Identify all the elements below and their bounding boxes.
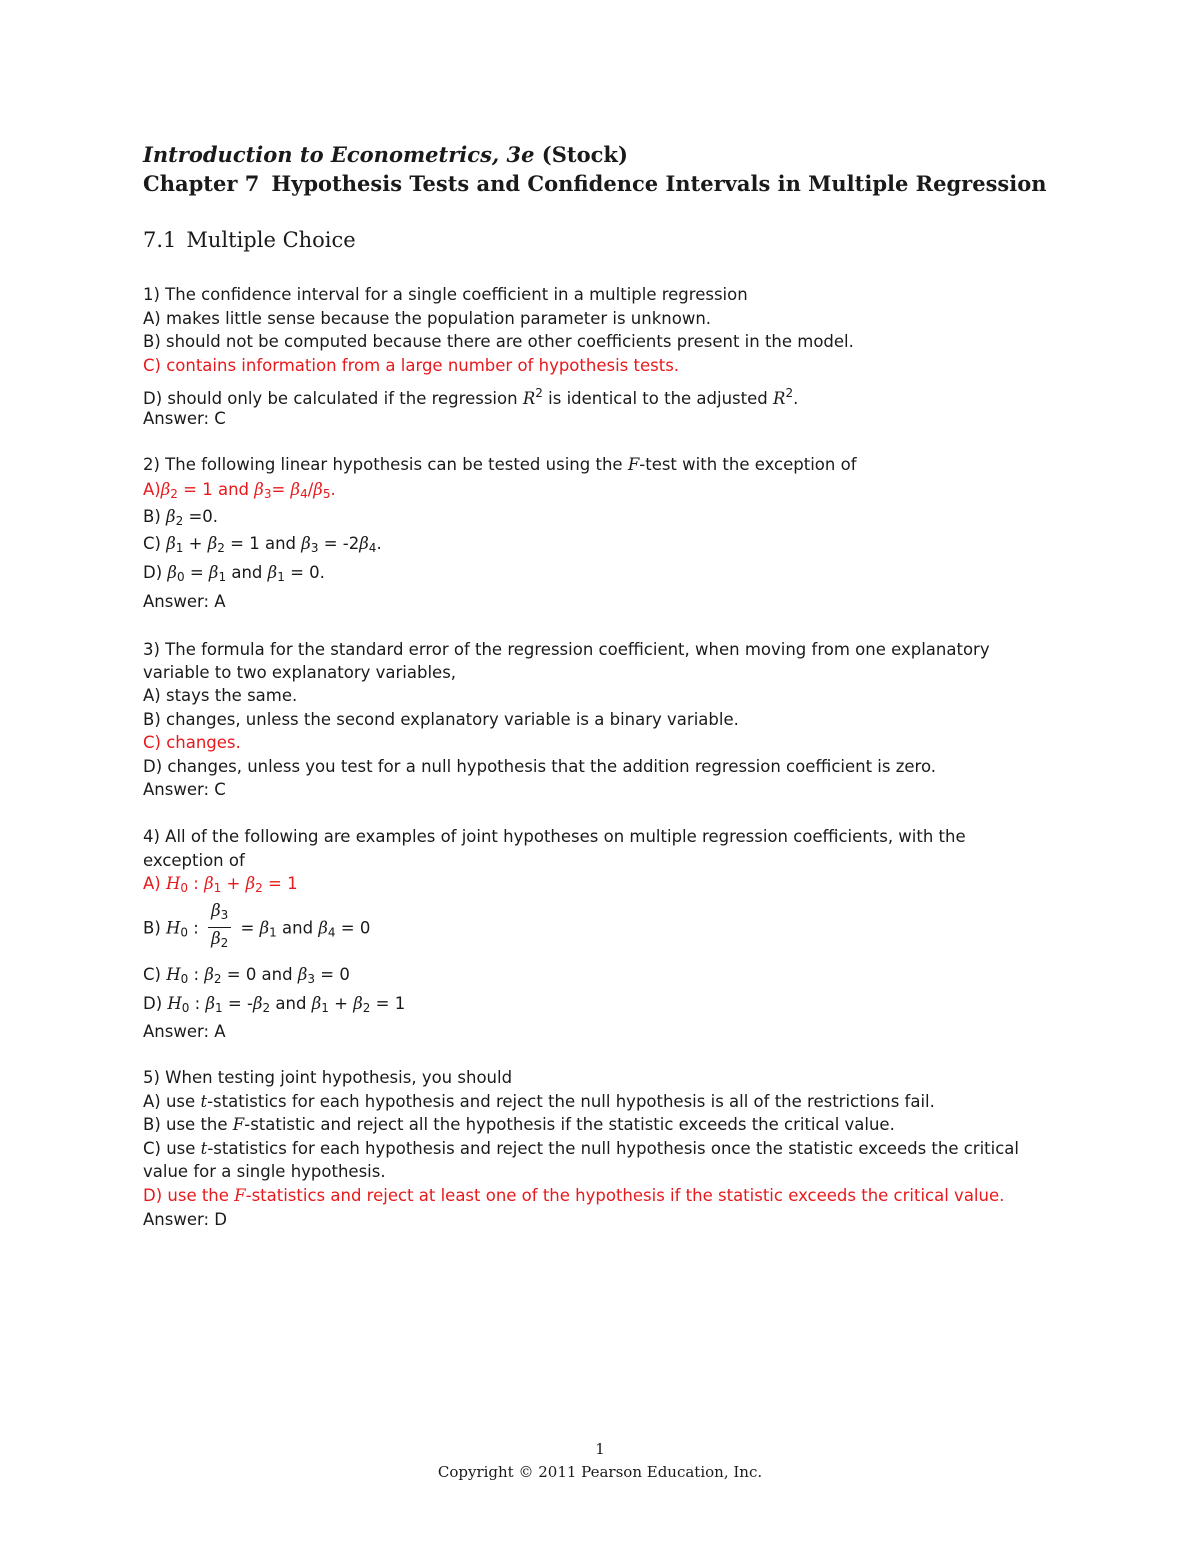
q5-option-b: B) use the F-statistic and reject all the hypothesis if the statistic exceeds the critical value. [143,1115,895,1134]
q1-answer: Answer: C [143,409,226,428]
q1-option-b: B) should not be computed because there are other coefficients present in the model. [143,332,854,351]
q5-option-c-line1: C) use t-statistics for each hypothesis and reject the null hypothesis once the statistic exceeds the critical [143,1139,1019,1158]
chapter-label: Chapter 7 [143,171,260,196]
q3-option-b: B) changes, unless the second explanatory variable is a binary variable. [143,710,739,729]
q1-option-d: D) should only be calculated if the regression $R^2$ is identical to the adjusted $R^2$. [143,386,799,408]
q1-option-a: A) makes little sense because the population parameter is unknown. [143,309,712,328]
q3-option-d: D) changes, unless you test for a null hypothesis that the addition regression coefficient is zero. [143,757,937,776]
q3-option-a: A) stays the same. [143,686,298,705]
q2-option-b: B) $\beta_2 =0$. [143,507,219,528]
q2-option-a: $A)\beta_2 = 1$ and $\beta_3= \beta_4/\beta_5$. [143,480,336,501]
q2-stem: 2) The following linear hypothesis can be tested using the F-test with the exception of [143,455,857,474]
book-author: (Stock) [541,142,628,167]
fraction: $\frac{\beta_3}{\beta_2}$ [208,901,231,953]
q2-option-c: C) $\beta_1 + \beta_2 = 1$ and $\beta_3 = -2\beta_4$. [143,534,382,555]
q3-answer: Answer: C [143,780,226,799]
q4-answer: Answer: A [143,1022,226,1041]
r-squared-symbol: $R^2$ [773,386,794,408]
book-title-line [143,142,628,167]
q3-option-c: C) changes. [143,733,241,752]
q5-option-a: A) use t-statistics for each hypothesis and reject the null hypothesis is all of the restrictions fail. [143,1092,935,1111]
section-number: 7.1 [143,228,177,252]
q3-stem-line1: 3) The formula for the standard error of the regression coefficient, when moving from one explanatory [143,640,990,659]
q4-stem-line2: exception of [143,851,245,870]
q5-option-c-line2: value for a single hypothesis. [143,1162,386,1181]
q4-option-b: B) $H_0$ : $\frac{\beta_3}{\beta_2}$ = $\beta_1$ and $\beta_4 = 0$ [143,903,370,955]
book-title: Introduction to Econometrics, 3e [143,142,535,167]
q4-option-a: A) $H_0$ : $\beta_1 + \beta_2 = 1$ [143,874,298,895]
q5-option-d: D) use the F-statistics and reject at least one of the hypothesis if the statistic exceeds the critical value. [143,1186,1005,1205]
q5-stem: 5) When testing joint hypothesis, you should [143,1068,513,1087]
q4-option-c: C) $H_0$ : $\beta_2 = 0$ and $\beta_3 = 0$ [143,965,350,986]
section-heading [143,228,356,252]
q2-option-d: D) $\beta_0 = \beta_1$ and $\beta_1 = 0$. [143,563,325,584]
copyright-notice: Copyright © 2011 Pearson Education, Inc. [437,1463,763,1481]
section-title: Multiple Choice [186,228,356,252]
r-squared-symbol: $R^2$ [522,386,543,408]
q1-option-c: C) contains information from a large number of hypothesis tests. [143,356,680,375]
q5-answer: Answer: D [143,1210,227,1229]
page-number: 1 [595,1440,605,1458]
q1-stem: 1) The confidence interval for a single coefficient in a multiple regression [143,285,748,304]
q4-option-d: D) $H_0$ : $\beta_1 = -\beta_2$ and $\beta_1 + \beta_2 = 1$ [143,994,406,1015]
chapter-heading [143,171,1046,196]
q3-stem-line2: variable to two explanatory variables, [143,663,457,682]
q4-stem-line1: 4) All of the following are examples of joint hypotheses on multiple regression coefficients, with the [143,827,966,846]
chapter-title: Hypothesis Tests and Confidence Intervals in Multiple Regression [271,171,1047,196]
q2-answer: Answer: A [143,592,226,611]
